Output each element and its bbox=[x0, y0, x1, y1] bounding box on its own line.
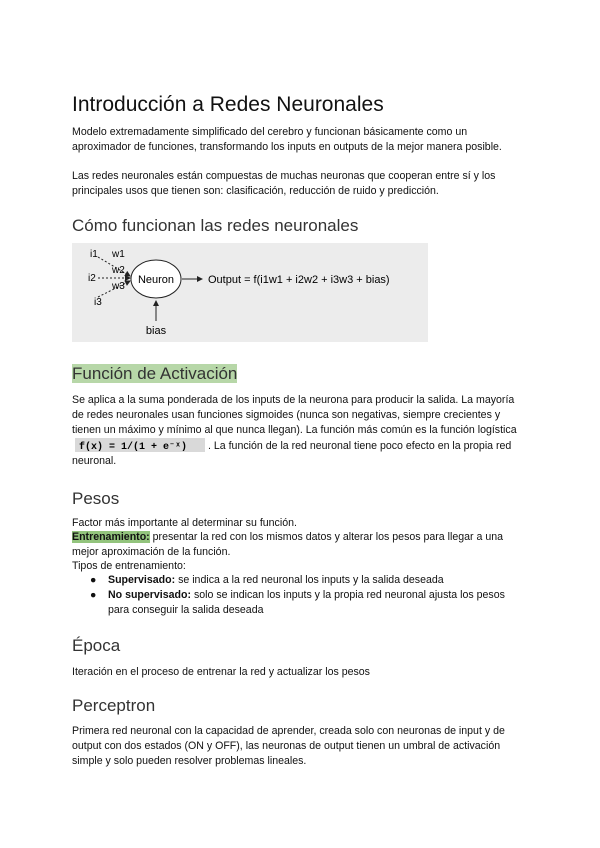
training-types-list bbox=[72, 573, 528, 618]
epoch-heading: Época bbox=[72, 636, 121, 655]
weight-label-3: w3 bbox=[112, 281, 125, 292]
weight-label-1: w1 bbox=[112, 249, 125, 260]
list-item bbox=[72, 573, 528, 588]
intro-paragraph-2: Las redes neuronales están compuestas de muchas neuronas que cooperan entre sí y los principales usos que tienen son: clasificación, reducción de ruido y predicción. bbox=[72, 170, 496, 197]
input-label-2: i2 bbox=[88, 273, 96, 284]
activation-text-part2: . La función de la red neuronal tiene poco efecto en la propia red neuronal. bbox=[72, 440, 512, 467]
input-label-1: i1 bbox=[90, 249, 98, 260]
training-paragraph bbox=[72, 530, 528, 560]
neuron-diagram-svg bbox=[72, 243, 428, 342]
bullet-icon: ● bbox=[90, 589, 97, 601]
activation-heading bbox=[72, 364, 237, 384]
activation-heading-text: Función de Activación bbox=[72, 364, 238, 383]
weights-heading: Pesos bbox=[72, 489, 120, 508]
activation-text-part1: Se aplica a la suma ponderada de los inputs de la neurona para producir la salida. La mayoría de redes neuronales usan funciones sigmoides (nunca son negativas, siempre crecientes y tienen un máximo y mínimo al que nunca llegan). La función más común es la función logística bbox=[72, 394, 517, 436]
perceptron-text: Primera red neuronal con la capacidad de aprender, creada solo con neuronas de input y de output con dos estados (ON y OFF), las neuronas de output tienen un umbral de activación simple y solo pueden resolver problemas lineales. bbox=[72, 725, 505, 767]
logistic-formula-text: f(x) = 1/(1 + e⁻ˣ) bbox=[79, 442, 188, 452]
epoch-text: Iteración en el proceso de entrenar la red y actualizar los pesos bbox=[72, 666, 370, 678]
bullet-icon: ● bbox=[90, 574, 97, 586]
training-types-label: Tipos de entrenamiento: bbox=[72, 560, 186, 572]
type-text: solo se indican los inputs y la propia red neuronal ajusta los pesos para conseguir la salida deseada bbox=[108, 589, 505, 616]
weight-label-2: w2 bbox=[112, 265, 125, 276]
page-title: Introducción a Redes Neuronales bbox=[72, 93, 384, 116]
list-item bbox=[72, 588, 528, 618]
type-label: No supervisado: bbox=[108, 589, 192, 601]
bias-label: bias bbox=[145, 325, 167, 337]
type-text: se indica a la red neuronal los inputs y la salida deseada bbox=[175, 574, 444, 586]
training-label: Entrenamiento: bbox=[72, 531, 150, 543]
how-it-works-heading: Cómo funcionan las redes neuronales bbox=[72, 216, 359, 235]
perceptron-heading: Perceptron bbox=[72, 696, 156, 715]
training-text: presentar la red con los mismos datos y alterar los pesos para llegar a una mejor aproximación de la función. bbox=[72, 531, 504, 558]
logistic-formula-image bbox=[75, 438, 205, 452]
input-label-3: i3 bbox=[94, 297, 102, 308]
activation-paragraph bbox=[72, 393, 528, 469]
neuron-label: Neuron bbox=[137, 274, 175, 286]
intro-paragraph-1: Modelo extremadamente simplificado del cerebro y funcionan básicamente como un aproximador de funciones, transformando los inputs en outputs de la mejor manera posible. bbox=[72, 126, 502, 153]
weights-line-1: Factor más importante al determinar su función. bbox=[72, 517, 297, 529]
output-formula: Output = f(i1w1 + i2w2 + i3w3 + bias) bbox=[208, 274, 390, 286]
type-label: Supervisado: bbox=[108, 574, 176, 586]
neuron-diagram bbox=[72, 243, 428, 342]
